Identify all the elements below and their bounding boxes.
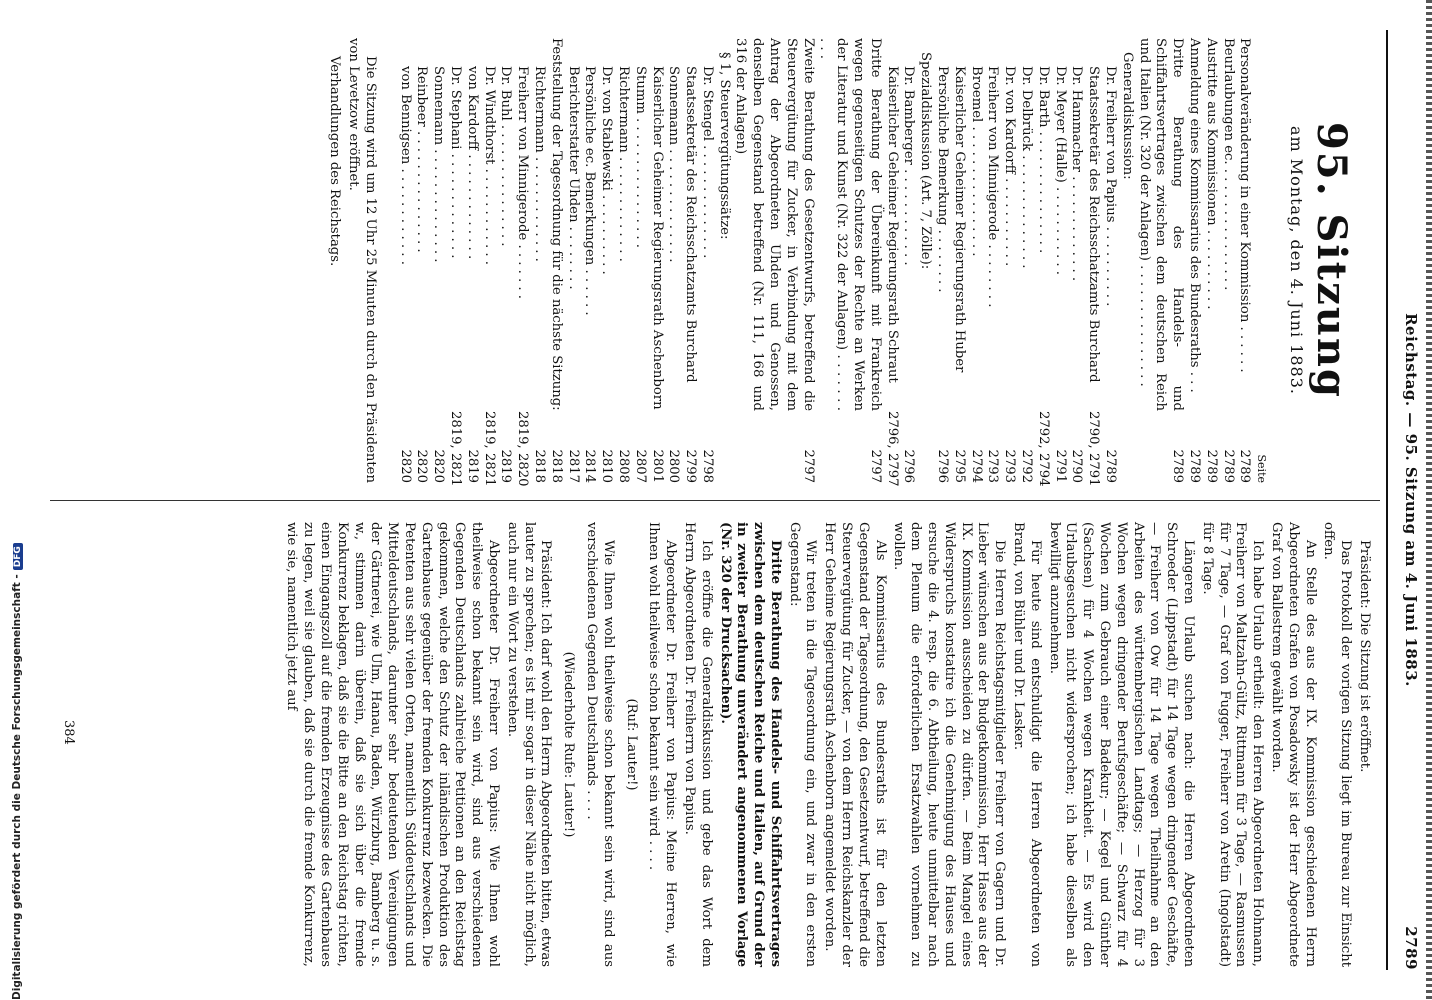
toc-entry bbox=[463, 38, 480, 483]
toc-entry-page: 2791 bbox=[1052, 449, 1068, 483]
paragraph: Längeren Urlaub suchen nach: die Herren Abgeordneten Schroeder (Lippstadt) für 14 Tage wegen dringender Geschäfte, — Freiherr von Ow für 14 Tage wegen Theilnahme an den Arbeiten des württembergischen Landtags; — Herzog für 3 Wochen wegen dringender Berufsgeschäfte; — Schwarz für 4 Wochen zum Gebrauch einer Badekur; — Kegel und Günther (Sachsen) für 4 Wochen wegen Krankheit. — Es wird den Urlaubsgesuchen nicht widersprochen; ich habe dieselben als bewilligt anzunehmen. bbox=[1046, 522, 1197, 967]
toc-entry bbox=[1219, 38, 1236, 483]
toc-entry bbox=[916, 38, 933, 483]
left-column bbox=[323, 38, 1372, 487]
toc-entry-text: Persönliche ec. Bemerkungen . . . . . . bbox=[582, 66, 598, 316]
toc-entry-page: 2819, 2820 bbox=[515, 411, 531, 487]
column-divider bbox=[50, 500, 1380, 501]
toc-entry bbox=[1017, 38, 1034, 483]
toc-entry-text: Dr. Windthorst . . . . . . . . . . . . bbox=[481, 66, 497, 265]
toc-entry bbox=[732, 38, 816, 483]
toc-entry-page: 2790 bbox=[1069, 449, 1085, 483]
paragraph: Präsident: Ich darf wohl den Herrn Abgeordneten bitten, etwas lauter zu sprechen; es ist mir sogar in dieser Nähe nicht möglich, auch nur ein Wort zu verstehen. bbox=[504, 522, 554, 967]
toc-entry-text: Dr. Hammacher . . . . . . . . . . . . . bbox=[1069, 66, 1085, 282]
toc-entry bbox=[1084, 38, 1102, 487]
toc-entry bbox=[967, 38, 984, 483]
toc-entry bbox=[648, 38, 665, 483]
toc-entry-text: Sonnemann . . . . . . . . . . . . . . bbox=[666, 66, 682, 263]
toc-entry bbox=[429, 38, 446, 483]
toc-entry-text: Dr. Buhl . . . . . . . . . . . . . . . bbox=[498, 66, 514, 247]
paragraph: Abgeordneter Dr. Freiherr von Papius: Meine Herren, wie Ihnen wohl theilweise schon bekannt sein wird . . . . bbox=[646, 522, 679, 967]
header-page-number: 2789 bbox=[1402, 926, 1420, 970]
toc-entry-text: Dritte Berathung der Übereinkunft mit Frankreich wegen gegenseitigen Schutzes der Rechte an Werken der Literatur und Kunst (Nr. 322 der Anlagen) . . . . . . . . . . bbox=[817, 38, 883, 411]
toc-entry-page: 2797 bbox=[867, 449, 883, 483]
toc-entry-text: Kaiserlicher Geheimer Regierungsrath Schraut bbox=[884, 66, 900, 383]
toc-entry-page: 2794 bbox=[968, 449, 984, 483]
sitzung-date: am Montag, den 4. Juni 1883. bbox=[1287, 126, 1306, 395]
interjection: (Ruf: Lauter!) bbox=[623, 698, 639, 791]
toc-entry bbox=[547, 38, 564, 483]
agenda-heading: Dritte Berathung des Handels- und Schiffahrtsvertrages zwischen dem deutschen Reiche und Italien, auf Grund der in zweiter Berathung unverändert angenommenen Vorlage (Nr. 320 der Drucksachen). bbox=[717, 522, 783, 967]
toc-entry-text: Sonnemann . . . . . . . . . . . . . . bbox=[431, 66, 447, 263]
toc-entry-text: Dr. Bamberger . . . . . . . . . . . . bbox=[901, 66, 917, 266]
toc-entry-page: 2801 bbox=[649, 449, 665, 483]
toc-entry bbox=[1185, 38, 1202, 483]
toc-entry-page: 2789 bbox=[1220, 449, 1236, 483]
right-column bbox=[281, 522, 1372, 967]
header-title: Reichstag. — 95. Sitzung am 4. Juni 1883. bbox=[1402, 313, 1420, 687]
paragraph: Präsident: Die Sitzung ist eröffnet. bbox=[1357, 540, 1372, 773]
toc-entry-page: 2800 bbox=[666, 449, 682, 483]
toc-entry-page: 2820 bbox=[414, 449, 430, 483]
toc-entry bbox=[597, 38, 614, 483]
toc-entry-text: Freiherr von Minnigerode . . . . . . . bbox=[515, 66, 531, 299]
toc-entry-text: Reinbeer . . . . . . . . . . . . . . . bbox=[414, 66, 430, 253]
toc-entry-text: Personalveränderung in einer Kommission . . . . . . bbox=[1237, 38, 1253, 373]
toc-entry bbox=[581, 38, 598, 483]
paragraph: An Stelle des aus der IX. Kommission geschiedenen Herrn Abgeordneten Grafen von Posadowsky ist der Herr Abgeordnete Graf von Ballestrem gewählt worden. bbox=[1269, 522, 1318, 967]
toc-entry-text: Richtermann . . . . . . . . . . . . . bbox=[531, 66, 547, 262]
toc-entry-page: 2818 bbox=[531, 449, 547, 483]
toc-entry-page: 2819 bbox=[464, 449, 480, 483]
interjection: (Wiederholte Rufe: Lauter!) bbox=[561, 651, 577, 838]
toc-entry bbox=[933, 38, 950, 483]
toc-entry bbox=[1202, 38, 1219, 483]
toc-entry bbox=[513, 38, 531, 487]
toc-entry bbox=[816, 38, 883, 483]
toc-entry-text: von Kardorff . . . . . . . . . . . . . bbox=[464, 66, 480, 260]
toc-entry-text: Dr. Stephani . . . . . . . . . . . . . bbox=[447, 66, 463, 259]
toc-entry bbox=[480, 38, 497, 487]
toc-entry bbox=[665, 38, 682, 483]
toc-entry-page: 2820 bbox=[397, 449, 413, 483]
toc-entry bbox=[564, 38, 581, 483]
toc-entry bbox=[1051, 38, 1068, 483]
toc-entry bbox=[900, 38, 917, 483]
toc-entry-text: Dr. von Stablewski . . . . . . . . . . bbox=[599, 66, 615, 275]
toc-entry-page: 2793 bbox=[985, 449, 1001, 483]
toc-entry-text: Richtermann . . . . . . . . . . . . . bbox=[615, 66, 631, 262]
toc-entry-page: 2789 bbox=[1170, 449, 1186, 483]
toc-entry-text: Staatssekretär des Reichsschatzamts Burchard bbox=[1086, 66, 1102, 383]
footer-marker: 384 bbox=[61, 720, 76, 745]
toc-entry-page: 2789 bbox=[1203, 449, 1219, 483]
toc-entry-text: Feststellung der Tagesordnung für die nächste Sitzung: bbox=[548, 38, 564, 411]
publication-name: Verhandlungen des Reichstags. bbox=[327, 56, 343, 267]
toc-entry-text: Spezialdiskussion (Art. 7, Zölle): bbox=[918, 52, 934, 270]
toc-entry-page: 2808 bbox=[615, 449, 631, 483]
toc-entry-text: Beurlaubungen ec. . . . . . . . . . . . . . . . bbox=[1220, 38, 1236, 291]
toc-entry-text: Zweite Berathung des Gesetzentwurfs, betreffend die Steuervergütung für Zucker, in Verbindung mit dem Antrag der Abgeordneten Uhden und Genossen, denselben Gegenstand betreffend (Nr. 111, 168 und 316 der Anlagen) bbox=[733, 38, 816, 411]
toc-entry-page: 2789 bbox=[1187, 449, 1203, 483]
toc-entry-text: Persönliche Bemerkung . . . . . . . . bbox=[935, 66, 951, 293]
toc-entry-text: Dr. Barth . . . . . . . . . . . . . . . bbox=[1035, 66, 1051, 254]
toc-entry bbox=[614, 38, 631, 483]
toc-entry bbox=[1118, 38, 1135, 483]
toc-entry-text: § 1, Steuervergütungssätze: bbox=[716, 52, 732, 240]
toc-entry-text: von Bennigsen . . . . . . . . . . . . bbox=[397, 66, 413, 265]
toc-entry bbox=[1101, 38, 1118, 483]
toc-entry-page: 2796, 2797 bbox=[884, 411, 900, 487]
toc-entry-text: Dr. von Kardorff . . . . . . . . . . . bbox=[1002, 66, 1018, 267]
credit-label: Digitalisierung gefördert durch die Deutsche Forschungsgemeinschaft - bbox=[11, 574, 23, 1000]
toc-entry bbox=[681, 38, 698, 483]
toc-entry-page: 2819, 2821 bbox=[481, 411, 497, 487]
toc-entry-text: Kaiserlicher Geheimer Regierungsrath Huber bbox=[951, 66, 967, 373]
paragraph: Wie Ihnen wohl theilweise schon bekannt sein wird, sind aus verschiedenen Gegenden Deutschlands . . . . bbox=[583, 522, 616, 967]
running-header bbox=[1390, 30, 1420, 970]
toc-entry-page: 2819 bbox=[498, 449, 514, 483]
opening-text: Die Sitzung wird um 12 Uhr 25 Minuten durch den Präsidenten von Levetzow eröffnet. bbox=[345, 38, 378, 483]
toc-entry bbox=[984, 38, 1001, 483]
toc-entry bbox=[413, 38, 430, 483]
toc-entry-text: Austritte aus Kommissionen . . . . . . . . . . bbox=[1203, 38, 1219, 310]
toc-entry-text: Berichterstatter Uhden . . . . . . . . bbox=[565, 66, 581, 290]
toc-entry-page: 2820 bbox=[431, 449, 447, 483]
toc-entry-page: 2789 bbox=[1237, 449, 1253, 483]
toc-entry bbox=[530, 38, 547, 483]
paragraph: Das Protokoll der vorigen Sitzung liegt im Bureau zur Einsicht offen. bbox=[1321, 522, 1354, 967]
toc-entry bbox=[1135, 38, 1185, 483]
toc-entry bbox=[631, 38, 648, 483]
toc-entry bbox=[1236, 38, 1253, 483]
toc-entry-page: 2818 bbox=[548, 449, 564, 483]
toc-entry-text: Kaiserlicher Geheimer Regierungsrath Aschenborn bbox=[649, 66, 665, 410]
toc-entry-text: Anmeldung eines Kommissarius des Bundesraths . . . bbox=[1187, 38, 1203, 393]
paragraph: Ich habe Urlaub ertheilt: den Herren Abgeordneten Hohmann, Freiherr von Maltzahn-Gültz, Rittmann für 3 Tage, — Rasmussen für 7 Tage, — Graf von Fugger, Freiherr von Aretin (Ingolstadt) für 8 Tage. bbox=[1199, 522, 1266, 967]
toc-entry-text: Dr. Stengel . . . . . . . . . . . . . . bbox=[699, 66, 715, 259]
table-of-contents bbox=[396, 38, 1253, 487]
toc-entry bbox=[715, 38, 732, 483]
paragraph: Ich eröffne die Generaldiskussion und gebe das Wort dem Herrn Abgeordneten Dr. Freiherrn von Papius. bbox=[681, 522, 714, 967]
toc-entry bbox=[497, 38, 514, 483]
toc-entry bbox=[883, 38, 900, 487]
toc-entry-text: Freiherr von Minnigerode . . . . . . . . bbox=[985, 66, 1001, 308]
toc-entry-page: 2798 bbox=[699, 449, 715, 483]
toc-entry-page: 2792, 2794 bbox=[1035, 411, 1051, 487]
paragraph: Für heute sind entschuldigt die Herren Abgeordneten von Brand, von Bühler und Dr. Lasker. bbox=[1011, 522, 1043, 967]
toc-entry-text: Staatssekretär des Reichsschatzamts Burchard bbox=[683, 66, 699, 383]
header-rule bbox=[1386, 30, 1388, 970]
paragraph: Wir treten in die Tagesordnung ein, und zwar in den ersten Gegenstand: bbox=[786, 522, 819, 967]
toc-entry-page: 2819, 2821 bbox=[447, 411, 463, 487]
toc-entry-text: Broemel . . . . . . . . . . . . . . . . bbox=[968, 66, 984, 257]
toc-seite-label: Seite bbox=[1255, 454, 1269, 483]
dfg-logo: DFG bbox=[13, 543, 23, 570]
toc-entry-text: Dr. Meyer (Halle) . . . . . . . . . . . bbox=[1052, 66, 1068, 275]
proceedings-text bbox=[283, 522, 1372, 967]
toc-entry bbox=[1034, 38, 1051, 487]
toc-entry-page: 2810 bbox=[599, 449, 615, 483]
toc-entry-text: Generaldiskussion: bbox=[1119, 52, 1135, 180]
toc-entry-page: 2795 bbox=[951, 449, 967, 483]
toc-entry-page: 2797 bbox=[800, 449, 816, 483]
toc-entry-text: Stumm . . . . . . . . . . . . . . . . bbox=[632, 66, 648, 248]
toc-entry bbox=[1000, 38, 1017, 483]
toc-entry-page: 2814 bbox=[582, 449, 598, 483]
toc-entry-text: Dritte Berathung des Handels- und Schiffahrtsvertrages zwischen dem deutschen Reich und Italien (Nr. 320 der Anlagen) . . . . . . . . . . . . . . . bbox=[1136, 38, 1186, 411]
toc-entry-page: 2799 bbox=[683, 449, 699, 483]
toc-entry bbox=[446, 38, 463, 487]
toc-entry-page: 2792 bbox=[1019, 449, 1035, 483]
sitzung-title: 95. Sitzung bbox=[1308, 122, 1355, 399]
toc-entry-page: 2796 bbox=[901, 449, 917, 483]
toc-entry-text: Dr. Delbrück . . . . . . . . . . . . . . bbox=[1019, 66, 1035, 269]
toc-entry bbox=[698, 38, 715, 483]
toc-entry-text: Dr. Freiherr von Papius . . . . . . . . . . bbox=[1103, 66, 1119, 307]
toc-entry-page: 2790, 2791 bbox=[1086, 411, 1102, 487]
toc-entry-page: 2796 bbox=[935, 449, 951, 483]
paragraph: Als Kommissarius des Bundesraths ist für den letzten Gegenstand der Tagesordnung, den Gesetzentwurf, betreffend die Steuervergütung für Zucker, — von dem Herrn Reichskanzler der Herr Geheime Regierungsrath Aschenborn angemeldet worden. bbox=[822, 522, 888, 967]
paragraph: Die Herren Reichstagsmitglieder Freiherr von Gagern und Dr. Lieber wünschen aus der Budgetkommission, Herr Hasse aus der IX. Kommission ausscheiden zu dürfen. — Beim Mangel eines Widerspruchs konstatire ich die Genehmigung des Hauses und ersuche die 4. resp. die 6. Abtheilung, heute unmittelbar nach dem Plenum die erforderlichen Ersatzwahlen vornehmen zu wollen. bbox=[891, 522, 1008, 967]
toc-entry bbox=[396, 38, 413, 483]
toc-entry bbox=[950, 38, 967, 483]
paragraph: Abgeordneter Dr. Freiherr von Papius: Wie Ihnen wohl theilweise schon bekannt sein wird, sind aus verschiedenen Gegenden Deutschlands zahlreiche Petitionen an den Reichstag gekommen, welche den Schutz der inländischen Produktion des Gartenbaues gegenüber der fremden Konkurrenz bezwecken. Die Petenten aus sehr vielen Orten, namentlich Süddeutschlands und Mitteldeutschlands, darunter sehr bedeutenden Vereinigungen der Gärtnerei, wie Ulm, Hanau, Baden, Würzburg, Bamberg u. s. w., stimmen darin überein, daß sie sich über die fremde Konkurrenz beklagen, daß sie die Bitte an den Reichstag richten, einen Eingangszoll auf die fremden Erzeugnisse des Gartenbaues zu legen, weil sie glauben, daß sie durch die fremde Konkurrenz, wie sie, namentlich jetzt auf bbox=[284, 522, 501, 967]
toc-entry bbox=[1068, 38, 1085, 483]
toc-entry-page: 2789 bbox=[1103, 449, 1119, 483]
toc-entry-page: 2807 bbox=[632, 449, 648, 483]
toc-entry-page: 2817 bbox=[565, 449, 581, 483]
toc-entry-page: 2793 bbox=[1002, 449, 1018, 483]
